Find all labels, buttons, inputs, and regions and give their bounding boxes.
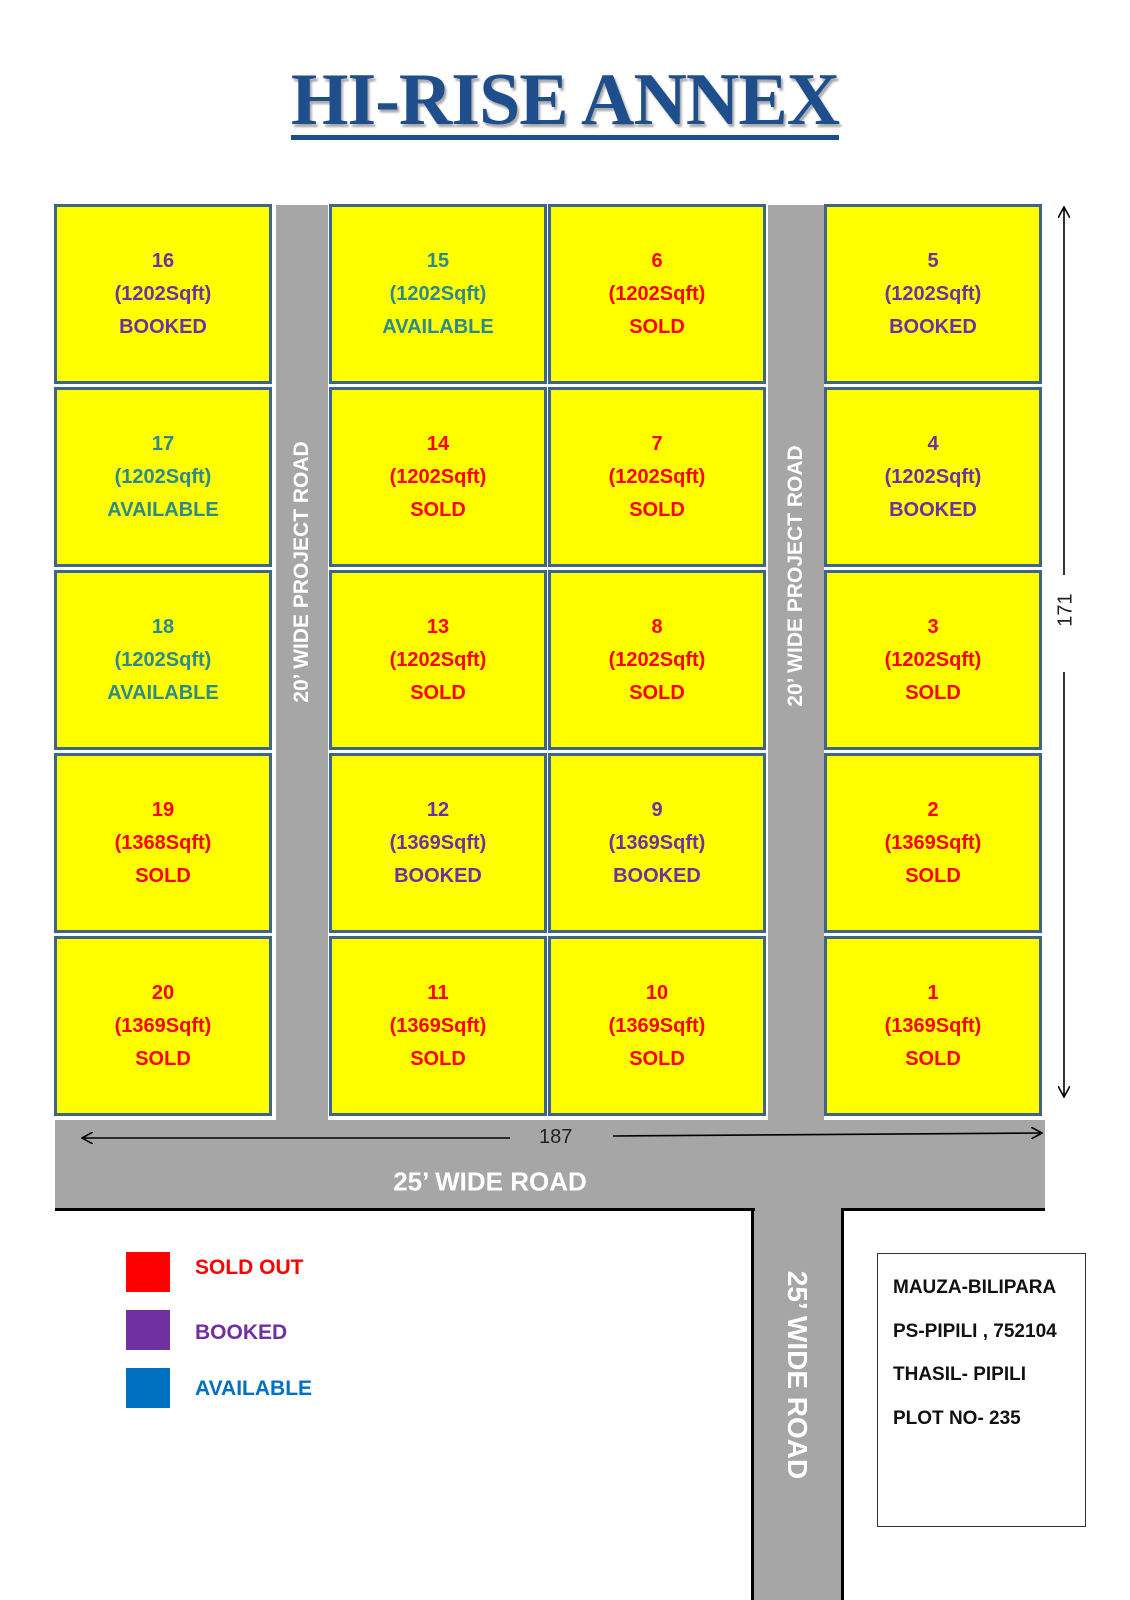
plot-17[interactable] xyxy=(54,387,272,567)
plot-area: (1369Sqft) xyxy=(114,1014,212,1037)
plot-16[interactable] xyxy=(54,204,272,384)
plot-status: SOLD xyxy=(905,681,961,704)
info-thasil: THASIL- PIPILI xyxy=(893,1364,1026,1385)
main-road-label: 25’ WIDE ROAD xyxy=(393,1166,587,1197)
plot-status: SOLD xyxy=(629,498,685,521)
plot-number: 13 xyxy=(426,615,450,638)
plot-status: SOLD xyxy=(410,498,466,521)
plot-1[interactable] xyxy=(824,936,1042,1116)
plot-status: BOOKED xyxy=(889,498,977,521)
plot-status: SOLD xyxy=(410,1047,466,1070)
plot-status: BOOKED xyxy=(889,315,977,338)
plot-area: (1202Sqft) xyxy=(884,648,982,671)
plot-status: AVAILABLE xyxy=(107,681,219,704)
plot-8[interactable] xyxy=(548,570,766,750)
plot-number: 17 xyxy=(151,432,175,455)
plot-number: 10 xyxy=(645,981,669,1004)
legend-swatch-available xyxy=(126,1368,170,1408)
plot-area: (1369Sqft) xyxy=(884,831,982,854)
plot-10[interactable] xyxy=(548,936,766,1116)
plot-number: 15 xyxy=(426,249,450,272)
plot-number: 7 xyxy=(651,432,663,455)
plot-number: 6 xyxy=(651,249,663,272)
legend-label-sold: SOLD OUT xyxy=(195,1256,304,1279)
plot-number: 12 xyxy=(426,798,450,821)
plot-19[interactable] xyxy=(54,753,272,933)
width-dimension: 187 xyxy=(539,1126,573,1148)
location-info-box xyxy=(877,1253,1086,1527)
height-dimension: 171 xyxy=(1054,593,1077,627)
plot-status: SOLD xyxy=(905,864,961,887)
plot-13[interactable] xyxy=(329,570,547,750)
legend-label-booked: BOOKED xyxy=(195,1321,288,1344)
plot-status: SOLD xyxy=(629,681,685,704)
plot-area: (1202Sqft) xyxy=(389,465,487,488)
main-road-edge-right xyxy=(841,1208,1045,1211)
plot-number: 3 xyxy=(927,615,939,638)
plot-area: (1368Sqft) xyxy=(114,831,212,854)
plot-number: 1 xyxy=(927,981,939,1004)
plot-status: AVAILABLE xyxy=(107,498,219,521)
project-road-right-label: 20’ WIDE PROJECT ROAD xyxy=(784,445,807,707)
plot-status: SOLD xyxy=(629,1047,685,1070)
plot-status: SOLD xyxy=(135,1047,191,1070)
plot-area: (1369Sqft) xyxy=(608,831,706,854)
plot-number: 2 xyxy=(927,798,939,821)
side-road-edge-left xyxy=(751,1208,754,1600)
plot-number: 5 xyxy=(927,249,939,272)
plot-area: (1202Sqft) xyxy=(389,648,487,671)
page-title xyxy=(0,58,1130,143)
plot-status: SOLD xyxy=(410,681,466,704)
plot-area: (1202Sqft) xyxy=(884,282,982,305)
plot-number: 9 xyxy=(651,798,663,821)
plot-12[interactable] xyxy=(329,753,547,933)
plot-area: (1369Sqft) xyxy=(608,1014,706,1037)
project-road-left-label: 20’ WIDE PROJECT ROAD xyxy=(290,441,313,703)
plot-number: 14 xyxy=(426,432,450,455)
plot-number: 18 xyxy=(151,615,175,638)
plot-number: 11 xyxy=(427,981,449,1004)
plot-area: (1202Sqft) xyxy=(114,465,212,488)
plot-3[interactable] xyxy=(824,570,1042,750)
plot-area: (1202Sqft) xyxy=(114,648,212,671)
plot-area: (1202Sqft) xyxy=(884,465,982,488)
plot-2[interactable] xyxy=(824,753,1042,933)
plot-number: 8 xyxy=(651,615,663,638)
legend-label-available: AVAILABLE xyxy=(195,1377,313,1400)
plot-9[interactable] xyxy=(548,753,766,933)
plot-area: (1369Sqft) xyxy=(389,1014,487,1037)
info-plot-no: PLOT NO- 235 xyxy=(893,1407,1021,1429)
plot-status: BOOKED xyxy=(119,315,207,338)
side-road-edge-right xyxy=(841,1208,844,1600)
plot-14[interactable] xyxy=(329,387,547,567)
plot-status: BOOKED xyxy=(613,864,701,887)
info-mauza: MAUZA-BILIPARA xyxy=(893,1277,1057,1298)
plot-11[interactable] xyxy=(329,936,547,1116)
plot-6[interactable] xyxy=(548,204,766,384)
plot-5[interactable] xyxy=(824,204,1042,384)
plot-status: AVAILABLE xyxy=(382,315,494,338)
plot-area: (1202Sqft) xyxy=(608,465,706,488)
plot-status: SOLD xyxy=(135,864,191,887)
plot-area: (1202Sqft) xyxy=(608,282,706,305)
plot-area: (1369Sqft) xyxy=(884,1014,982,1037)
plot-18[interactable] xyxy=(54,570,272,750)
plot-number: 19 xyxy=(151,798,175,821)
plot-number: 16 xyxy=(151,249,175,272)
plot-area: (1369Sqft) xyxy=(389,831,487,854)
legend-swatch-booked xyxy=(126,1310,170,1350)
plot-area: (1202Sqft) xyxy=(114,282,212,305)
legend-swatch-sold xyxy=(126,1252,170,1292)
plot-area: (1202Sqft) xyxy=(389,282,487,305)
plot-number: 4 xyxy=(927,432,939,455)
plot-number: 20 xyxy=(151,981,175,1004)
plot-status: SOLD xyxy=(629,315,685,338)
plot-status: BOOKED xyxy=(394,864,482,887)
page-title-text: HI-RISE ANNEX xyxy=(290,59,840,141)
plot-15[interactable] xyxy=(329,204,547,384)
plot-status: SOLD xyxy=(905,1047,961,1070)
plot-4[interactable] xyxy=(824,387,1042,567)
plot-7[interactable] xyxy=(548,387,766,567)
info-ps: PS-PIPILI , 752104 xyxy=(893,1320,1057,1342)
side-road-label: 25’ WIDE ROAD xyxy=(782,1270,813,1480)
main-road-edge xyxy=(55,1208,755,1211)
plot-20[interactable] xyxy=(54,936,272,1116)
plot-area: (1202Sqft) xyxy=(608,648,706,671)
